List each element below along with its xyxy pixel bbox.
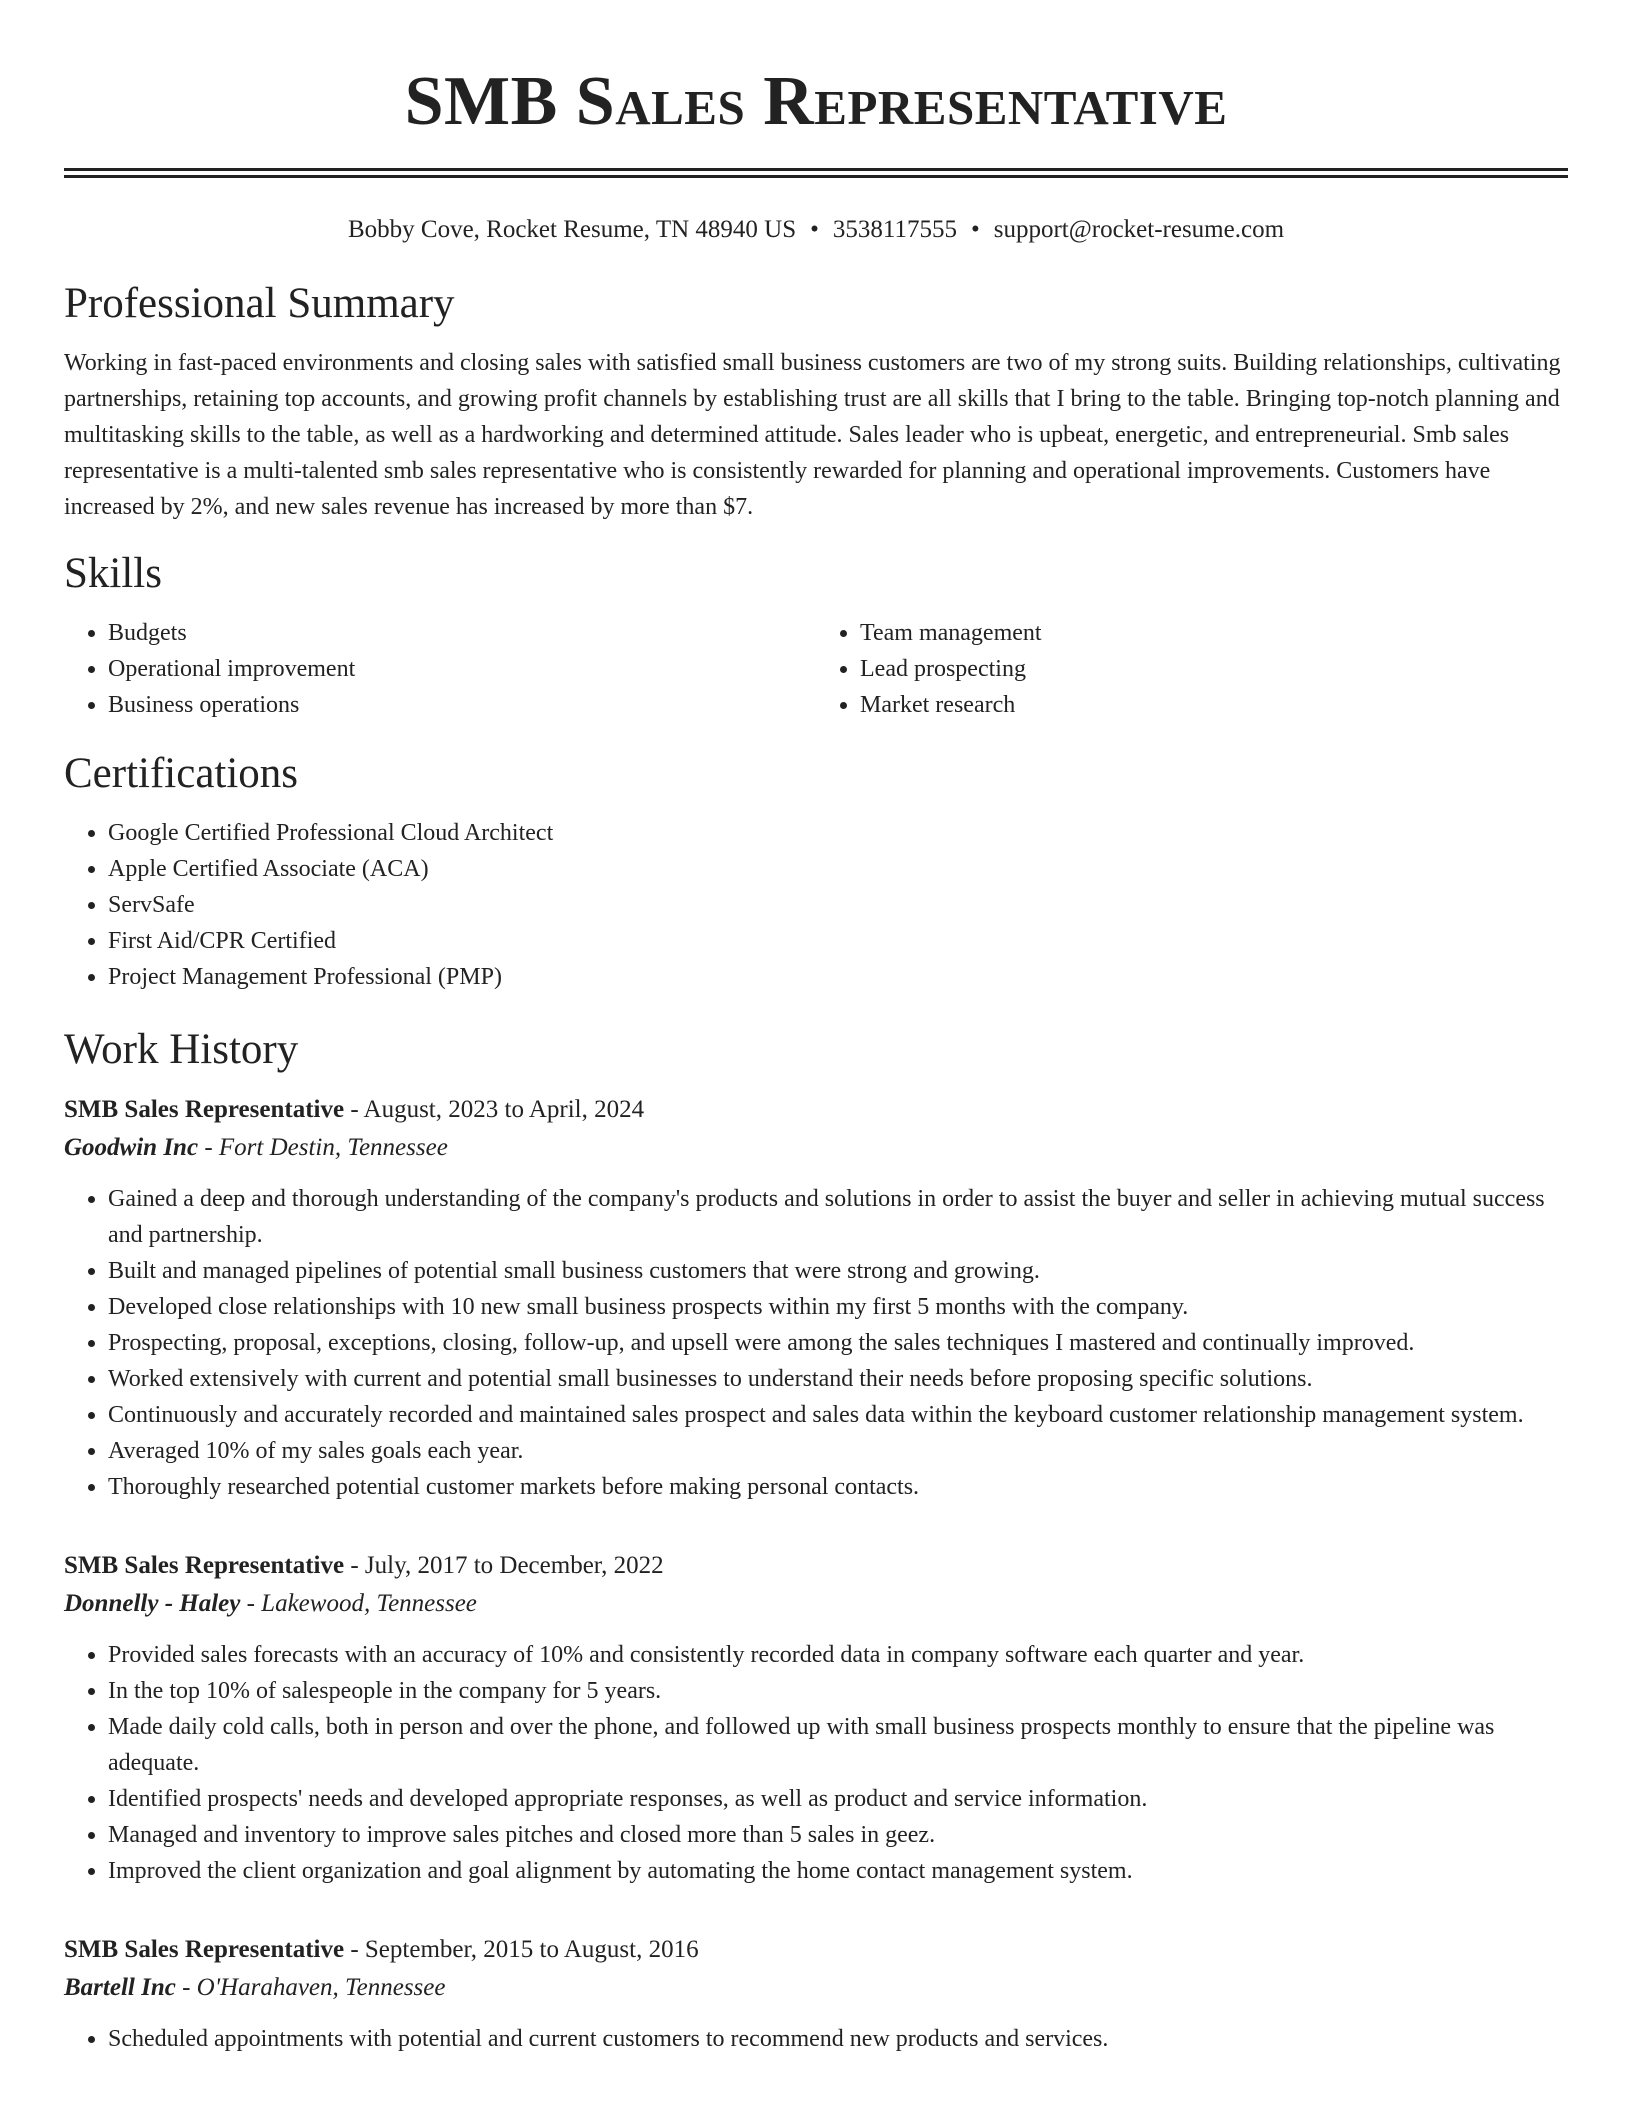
- job-bullet: • Developed close relationships with 10 new small business prospects within my first 5 months with the company.: [108, 1289, 1568, 1325]
- job-location: - Lakewood, Tennessee: [240, 1590, 477, 1617]
- certification-item: • First Aid/CPR Certified: [108, 923, 1568, 959]
- job-bullet: • Managed and inventory to improve sales pitches and closed more than 5 sales in geez.: [108, 1817, 1568, 1853]
- job-role: SMB Sales Representative: [64, 1552, 345, 1579]
- certifications-list: [64, 815, 1568, 995]
- job-company-line: [64, 1129, 1568, 1167]
- job-bullet: • Made daily cold calls, both in person and over the phone, and followed up with small business prospects monthly to ensure that the pipeline was adequate.: [108, 1709, 1568, 1781]
- contact-separator: •: [970, 216, 980, 243]
- resume-page: [64, 0, 1568, 2057]
- job-location: - Fort Destin, Tennessee: [198, 1134, 448, 1161]
- job-company: Bartell Inc: [64, 1974, 176, 2001]
- contact-separator: •: [810, 216, 819, 243]
- skill-item: • Operational improvement: [108, 651, 816, 687]
- skill-item: • Budgets: [108, 615, 816, 651]
- job-entry: [64, 1931, 1568, 2057]
- job-bullet: • Continuously and accurately recorded and maintained sales prospect and sales data within the keyboard customer relationship management system.: [108, 1397, 1568, 1433]
- job-location: - O'Harahaven, Tennessee: [175, 1974, 446, 2001]
- job-bullet: • Built and managed pipelines of potential small business customers that were strong and growing.: [108, 1253, 1568, 1289]
- job-title-line: [64, 1931, 1568, 1969]
- job-role: SMB Sales Representative: [64, 1096, 345, 1123]
- job-company: Goodwin Inc: [64, 1134, 199, 1161]
- job-bullet: • Thoroughly researched potential customer markets before making personal contacts.: [108, 1469, 1568, 1505]
- skill-item: • Team management: [860, 615, 1568, 651]
- job-company-line: [64, 1585, 1568, 1623]
- job-bullets: [64, 1637, 1568, 1889]
- contact-line: [64, 214, 1568, 246]
- job-bullet: • Worked extensively with current and potential small businesses to understand their needs before proposing specific solutions.: [108, 1361, 1568, 1397]
- job-dates: - August, 2023 to April, 2024: [344, 1096, 645, 1123]
- certifications-heading: Certifications: [64, 750, 299, 797]
- skill-item: • Lead prospecting: [860, 651, 1568, 687]
- job-bullet: • Averaged 10% of my sales goals each year.: [108, 1433, 1568, 1469]
- job-bullet: • Provided sales forecasts with an accuracy of 10% and consistently recorded data in company software each quarter and year.: [108, 1637, 1568, 1673]
- skill-item: • Business operations: [108, 687, 816, 723]
- certification-item: • Google Certified Professional Cloud Architect: [108, 815, 1568, 851]
- job-bullet: • In the top 10% of salespeople in the company for 5 years.: [108, 1673, 1568, 1709]
- job-bullet: • Identified prospects' needs and developed appropriate responses, as well as product and service information.: [108, 1781, 1568, 1817]
- job-role: SMB Sales Representative: [64, 1936, 345, 1963]
- skills-heading: Skills: [64, 550, 162, 597]
- summary-heading: Professional Summary: [64, 280, 455, 327]
- work-history-heading: Work History: [64, 1026, 299, 1073]
- certification-item: • ServSafe: [108, 887, 1568, 923]
- job-company: Donnelly - Haley: [64, 1590, 241, 1617]
- skills-list-left: [64, 615, 816, 723]
- job-bullets: [64, 1181, 1568, 1505]
- job-bullet: • Prospecting, proposal, exceptions, closing, follow-up, and upsell were among the sales techniques I mastered and continually improved.: [108, 1325, 1568, 1361]
- job-bullet: • Gained a deep and thorough understanding of the company's products and solutions in order to assist the buyer and seller in achieving mutual success and partnership.: [108, 1181, 1568, 1253]
- resume-title: SMB Sales Representative: [404, 63, 1228, 140]
- job-bullet: • Improved the client organization and goal alignment by automating the home contact management system.: [108, 1853, 1568, 1889]
- job-entry: [64, 1091, 1568, 1505]
- job-bullet: • Scheduled appointments with potential and current customers to recommend new products and services.: [108, 2021, 1568, 2057]
- contact-email: support@rocket-resume.com: [993, 216, 1285, 243]
- certification-item: • Apple Certified Associate (ACA): [108, 851, 1568, 887]
- job-dates: - September, 2015 to August, 2016: [344, 1936, 699, 1963]
- job-company-line: [64, 1969, 1568, 2007]
- skill-item: • Market research: [860, 687, 1568, 723]
- contact-phone: 3538117555: [832, 216, 957, 243]
- contact-address: Bobby Cove, Rocket Resume, TN 48940 US: [347, 216, 797, 243]
- job-entry: [64, 1547, 1568, 1889]
- title-divider: [64, 168, 1568, 178]
- job-bullets: [64, 2021, 1568, 2057]
- job-dates: - July, 2017 to December, 2022: [344, 1552, 664, 1579]
- summary-text: Working in fast-paced environments and closing sales with satisfied small business customers are two of my strong suits. Building relationships, cultivating partnerships, retaining top accounts, and growing profit channels by establishing trust are all skills that I bring to the table. Bringing top-notch planning and multitasking skills to the table, as well as a hardworking and determined attitude. Sales leader who is upbeat, energetic, and entrepreneurial. Smb sales representative is a multi-talented smb sales representative who is consistently rewarded for planning and operational improvements. Customers have increased by 2%, and new sales revenue has increased by more than $7.: [64, 350, 1561, 520]
- skills-columns: [64, 615, 1568, 723]
- certification-item: • Project Management Professional (PMP): [108, 959, 1568, 995]
- skills-list-right: [816, 615, 1568, 723]
- job-title-line: [64, 1547, 1568, 1585]
- job-title-line: [64, 1091, 1568, 1129]
